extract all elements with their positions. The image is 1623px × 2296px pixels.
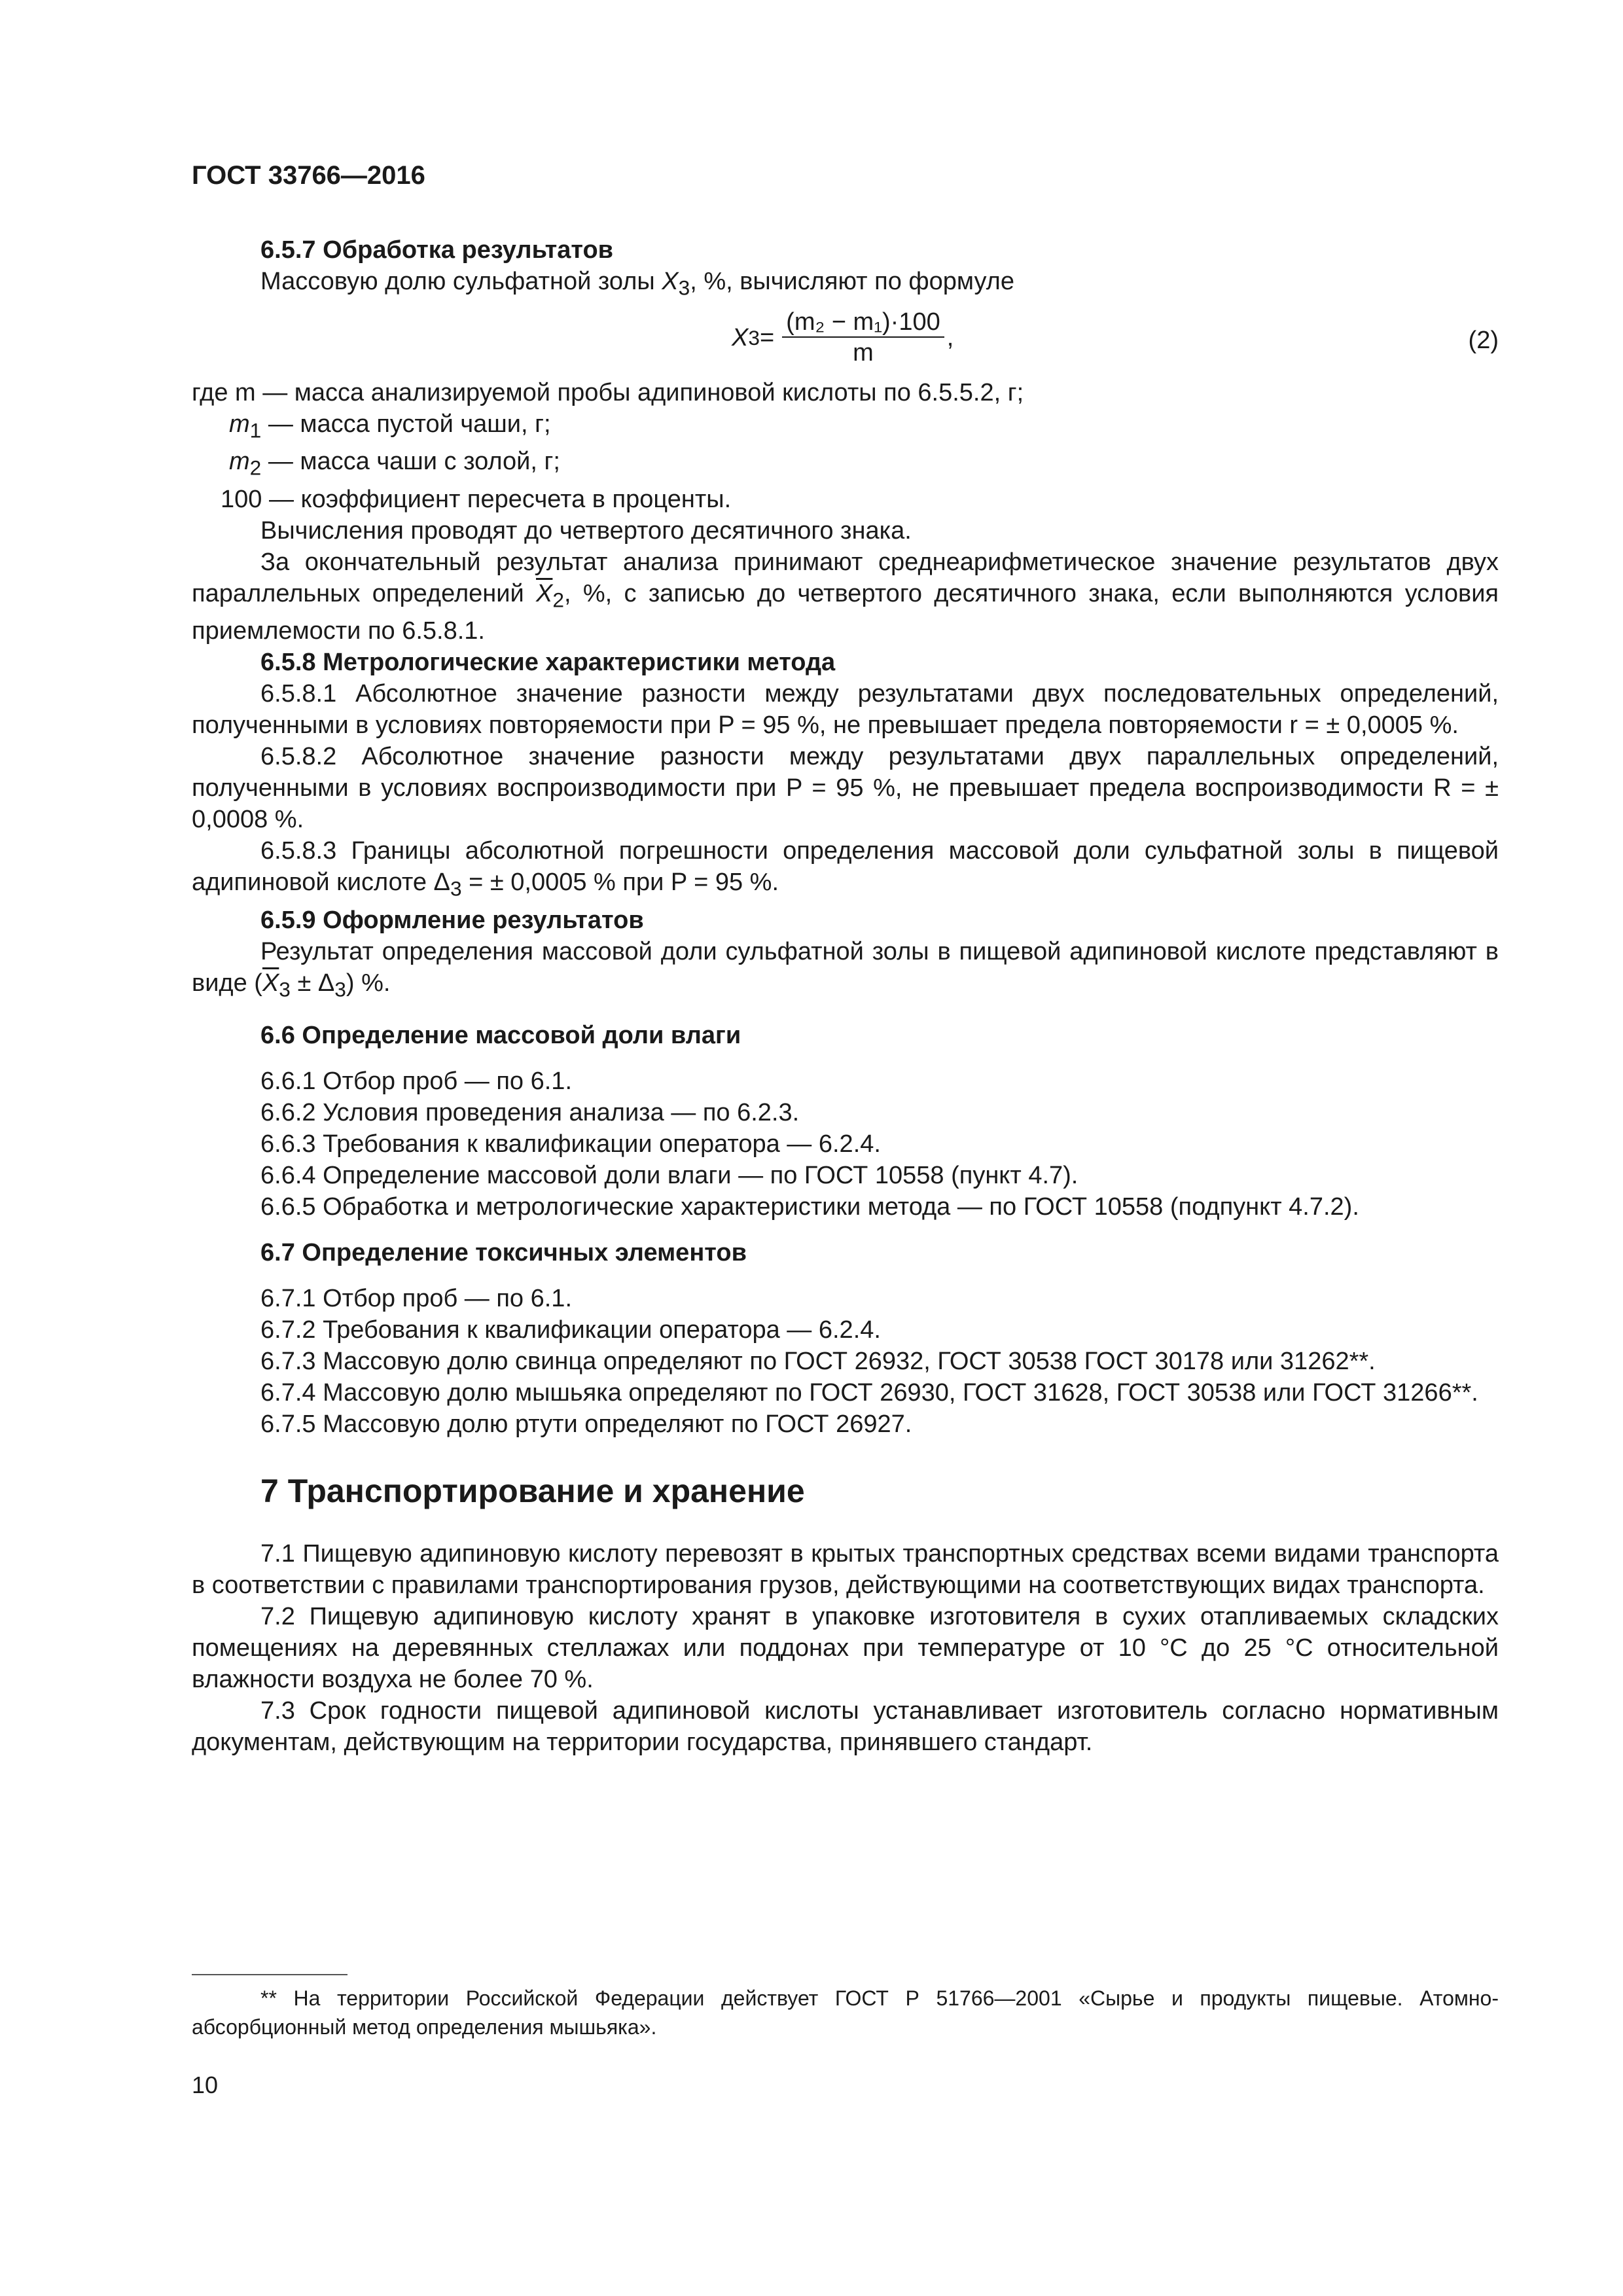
list-item: 6.7.3 Массовую долю свинца определяют по ГОСТ 26932, ГОСТ 30538 ГОСТ 30178 или 31262**. (260, 1347, 1376, 1375)
where-100: 100 — коэффициент пересчета в проценты. (221, 485, 732, 513)
section-6-5-8-heading: 6.5.8 Метрологические характеристики метода (260, 649, 836, 677)
list-item: 6.6.4 Определение массовой доли влаги — по ГОСТ 10558 (пункт 4.7). (260, 1161, 1079, 1189)
formula-numerator: (m₂ − m₁)·100 (782, 308, 944, 338)
document-body (192, 234, 1499, 1758)
paragraph-7-1: 7.1 Пищевую адипиновую кислоту перевозят в крытых транспортных средствах всеми видами транспорта в соответствии с правилами транспортирования грузов, действующими на соответствующих видах транспорта. (192, 1539, 1499, 1599)
calc-precision: Вычисления проводят до четвертого десятичного знака. (260, 516, 912, 545)
formula-number: (2) (1468, 326, 1499, 354)
list-item: 6.7.5 Массовую долю ртути определяют по ГОСТ 26927. (260, 1410, 912, 1438)
section-6-6-list (192, 1066, 1499, 1223)
section-6-7-list (192, 1283, 1499, 1440)
paragraph-6-5-8-2: 6.5.8.2 Абсолютное значение разности между результатами двух параллельных определений, полученными в условиях воспроизводимости при P = 95 %, не превышает предела воспроизводимости R = ± 0,0008 %. (192, 743, 1499, 834)
footnote: ** На территории Российской Федерации действует ГОСТ Р 51766—2001 «Сырье и продукты пищевые. Атомно-абсорбционный метод определения мышьяка». (192, 1986, 1499, 2039)
list-item: 6.6.1 Отбор проб — по 6.1. (260, 1067, 573, 1095)
final-result-paragraph: За окончательный результат анализа принимают среднеарифметическое значение результатов двух параллельных определений $\overline{X}_2$, %, с записью до четвертого десятичного знака, если выполняются условия приемлемости по 6.5.8.1. (192, 548, 1499, 645)
where-m: где m — масса анализируемой пробы адипиновой кислоты по 6.5.5.2, г; (192, 378, 1024, 406)
list-item: 6.7.4 Массовую долю мышьяка определяют по ГОСТ 26930, ГОСТ 31628, ГОСТ 30538 или ГОСТ 31266**. (260, 1378, 1478, 1407)
page-number: 10 (192, 2072, 219, 2098)
paragraph-7-2: 7.2 Пищевую адипиновую кислоту хранят в упаковке изготовителя в сухих отапливаемых складских помещениях на деревянных стеллажах или поддонах при температуре от 10 °С до 25 °С относительной влажности воздуха не более 70 %. (192, 1602, 1499, 1693)
where-m1: $m_1$ — масса пустой чаши, г; (229, 410, 551, 442)
where-m2: $m_2$ — масса чаши с золой, г; (229, 448, 560, 480)
section-6-5-7-heading: 6.5.7 Обработка результатов (260, 236, 614, 264)
section-7-heading: 7 Транспортирование и хранение (260, 1472, 805, 1509)
footnote-divider (192, 1974, 348, 1975)
list-item: 6.7.1 Отбор проб — по 6.1. (260, 1284, 573, 1312)
section-6-7-heading: 6.7 Определение токсичных элементов (260, 1238, 747, 1266)
list-item: 6.6.5 Обработка и метрологические характеристики метода — по ГОСТ 10558 (подпункт 4.7.2). (260, 1193, 1359, 1221)
section-6-5-9-heading: 6.5.9 Оформление результатов (260, 906, 644, 934)
paragraph-6-5-8-1: 6.5.8.1 Абсолютное значение разности между результатами двух последовательных определений, полученными в условиях повторяемости при P = 95 %, не превышает предела повторяемости r = ± 0,0005 %. (192, 680, 1499, 740)
formula-denominator: m (853, 338, 874, 367)
formula-expression: X 3 = $\frac{\text{(m₂ − m₁)·100}}{m}$ , (732, 308, 954, 367)
list-item: 6.6.2 Условия проведения анализа — по 6.2.3. (260, 1098, 800, 1126)
paragraph-6-5-8-3: 6.5.8.3 Границы абсолютной погрешности определения массовой доли сульфатной золы в пищевой адипиновой кислоте $\Delta_3$ = ± 0,0005 % при P = 95 %. (192, 837, 1499, 901)
paragraph-7-3: 7.3 Срок годности пищевой адипиновой кислоты устанавливает изготовитель согласно нормативным документам, действующим на территории государства, принявшего стандарт. (192, 1696, 1499, 1756)
list-item: 6.6.3 Требования к квалификации оператора — 6.2.4. (260, 1130, 881, 1158)
formula-intro: Массовую долю сульфатной золы $X_3$, %, вычисляют по формуле (260, 268, 1014, 300)
section-6-6-heading: 6.6 Определение массовой доли влаги (260, 1021, 741, 1049)
list-item: 6.7.2 Требования к квалификации оператора — 6.2.4. (260, 1316, 881, 1344)
formula-fraction (782, 308, 944, 368)
formula-2 (192, 304, 1499, 377)
paragraph-6-5-9: Результат определения массовой доли сульфатной золы в пищевой адипиновой кислоте представляют в виде $(\overline{X}_3 \pm \Delta_3)$ %. (192, 937, 1499, 1001)
document-header: ГОСТ 33766—2016 (192, 161, 425, 190)
